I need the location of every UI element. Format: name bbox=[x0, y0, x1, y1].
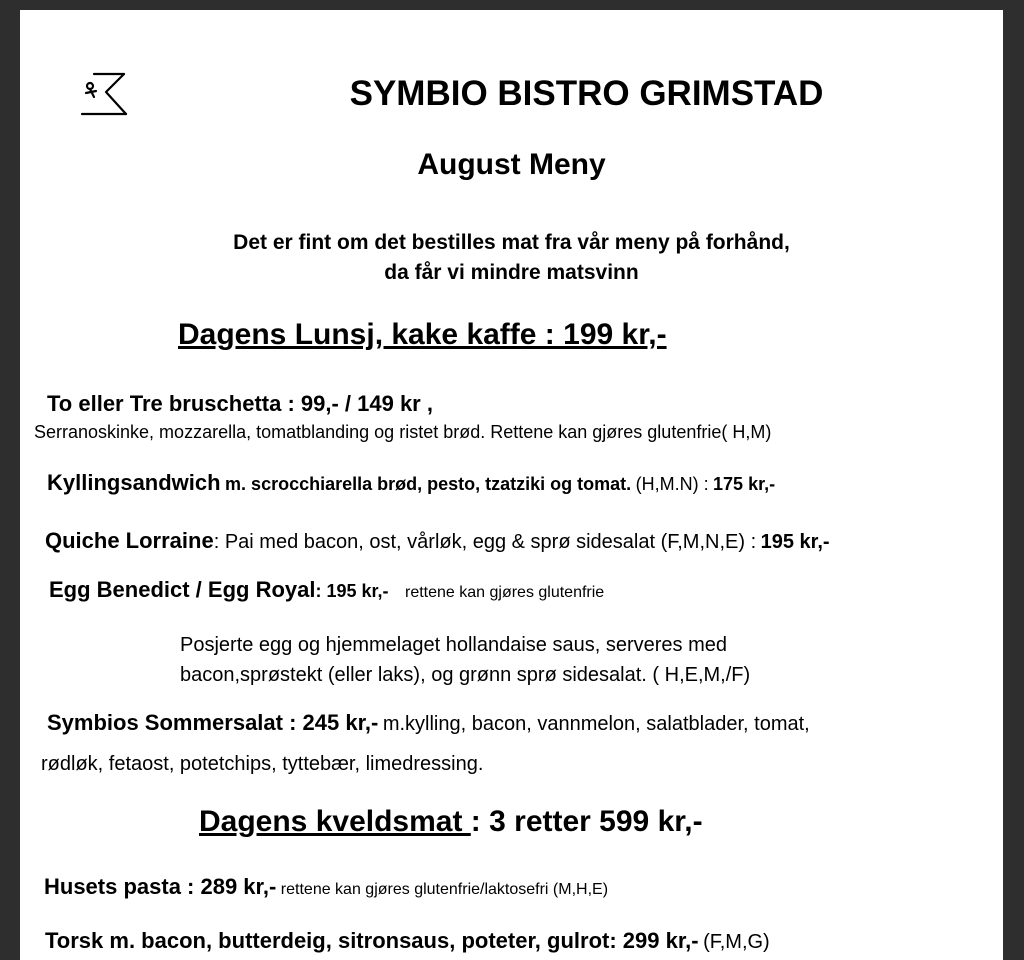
item-quiche bbox=[45, 528, 830, 554]
item-sommersalat-detail-2: rødløk, fetaost, potetchips, tyttebær, limedressing. bbox=[41, 753, 484, 775]
item-kyllingsandwich-price: 175 kr,- bbox=[713, 474, 776, 494]
intro-line-1: Det er fint om det bestilles mat fra vår meny på forhånd, bbox=[233, 231, 790, 254]
item-torsk-name: Torsk m. bacon, butterdeig, sitronsaus, poteter, gulrot: 299 kr,- bbox=[45, 928, 699, 953]
item-bruschetta-name: To eller Tre bruschetta : 99,- / 149 kr , bbox=[47, 391, 433, 416]
item-sommersalat-name: Symbios Sommersalat : 245 kr,- bbox=[47, 710, 379, 735]
menu-page bbox=[20, 10, 1003, 960]
item-bruschetta-detail: Serranoskinke, mozzarella, tomatblanding og ristet brød. Rettene kan gjøres glutenfrie( H,M) bbox=[34, 422, 772, 442]
item-kyllingsandwich-name: Kyllingsandwich bbox=[47, 470, 221, 495]
item-egg-benedict bbox=[49, 577, 604, 603]
intro-line-2: da får vi mindre matsvinn bbox=[384, 261, 639, 284]
item-sommersalat-detail-1: m.kylling, bacon, vannmelon, salatblader, tomat, bbox=[382, 713, 810, 735]
intro-text bbox=[20, 228, 1003, 288]
item-egg-benedict-desc-line-2: bacon,sprøstekt (eller laks), og grønn sprø sidesalat. ( H,E,M,/F) bbox=[180, 664, 751, 686]
item-husets-pasta bbox=[44, 874, 608, 900]
item-egg-benedict-desc-line-1: Posjerte egg og hjemmelaget hollandaise saus, serveres med bbox=[180, 634, 727, 656]
dinner-heading-underlined: Dagens kveldsmat bbox=[199, 805, 471, 838]
item-egg-benedict-note: rettene kan gjøres glutenfrie bbox=[404, 584, 605, 601]
page-title: SYMBIO BISTRO GRIMSTAD bbox=[349, 74, 824, 113]
symbio-logo-icon bbox=[80, 70, 132, 122]
dinner-heading bbox=[199, 805, 703, 839]
item-sommersalat bbox=[47, 710, 810, 736]
item-egg-benedict-price: : 195 kr,- bbox=[315, 581, 389, 601]
item-kyllingsandwich-detail: m. scrocchiarella brød, pesto, tzatziki og tomat. bbox=[225, 474, 632, 494]
item-egg-benedict-name: Egg Benedict / Egg Royal bbox=[49, 577, 316, 602]
item-kyllingsandwich bbox=[47, 470, 775, 496]
lunch-heading-text: Dagens Lunsj, kake kaffe : 199 kr,- bbox=[178, 318, 667, 351]
item-quiche-name: Quiche Lorraine bbox=[45, 528, 214, 553]
viewer-top-bar bbox=[0, 0, 1024, 10]
item-quiche-detail: : Pai med bacon, ost, vårløk, egg & sprø sidesalat (F,M,N,E) : bbox=[213, 531, 757, 553]
item-torsk-allergens: (F,M,G) bbox=[703, 931, 770, 953]
item-husets-pasta-name: Husets pasta : 289 kr,- bbox=[44, 874, 277, 899]
lunch-heading bbox=[178, 318, 667, 352]
item-husets-pasta-note: rettene kan gjøres glutenfrie/laktosefri (M,H,E) bbox=[280, 881, 609, 898]
item-quiche-price: 195 kr,- bbox=[760, 531, 830, 553]
item-kyllingsandwich-allergens: (H,M.N) : bbox=[635, 474, 709, 494]
dinner-heading-rest: : 3 retter 599 kr,- bbox=[470, 805, 703, 838]
item-torsk bbox=[45, 928, 770, 954]
page-subtitle: August Meny bbox=[417, 148, 606, 181]
item-egg-benedict-desc bbox=[180, 630, 750, 690]
